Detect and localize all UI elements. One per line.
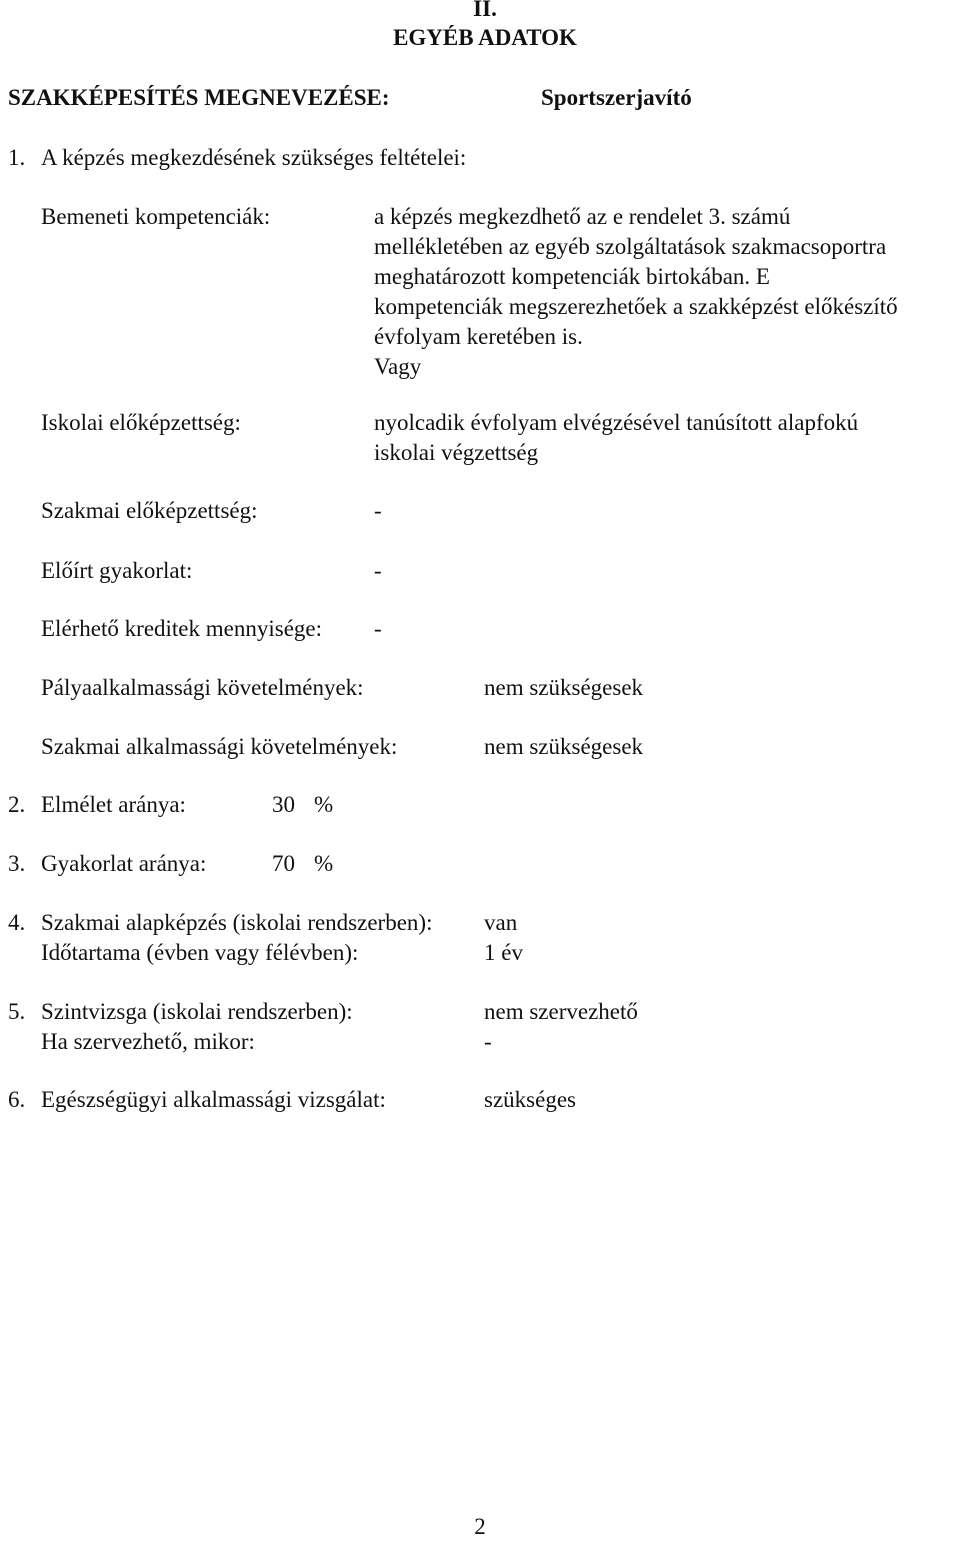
professional-prerequisite-label: Szakmai előképzettség: — [41, 498, 258, 523]
level-exam-label: Szintvizsga (iskolai rendszerben): — [41, 999, 353, 1024]
professional-prerequisite-value: - — [374, 498, 382, 523]
career-aptitude-label: Pályaalkalmassági követelmények: — [41, 675, 364, 700]
page-title: EGYÉB ADATOK — [393, 25, 577, 50]
entry-competencies-line: évfolyam keretében is. — [374, 324, 583, 349]
duration-label: Időtartama (évben vagy félévben): — [41, 940, 359, 965]
section4-number: 4. — [8, 910, 26, 935]
section6-number: 6. — [8, 1087, 26, 1112]
school-prerequisite-label: Iskolai előképzettség: — [41, 410, 241, 435]
entry-competencies-line: kompetenciák megszerezhetőek a szakképzést előkészítő — [374, 294, 898, 319]
section5-number: 5. — [8, 999, 26, 1024]
entry-competencies-line: a képzés megkezdhető az e rendelet 3. számú — [374, 204, 791, 229]
practice-ratio-value: 70 — [272, 851, 295, 876]
section1-number: 1. — [8, 145, 26, 170]
duration-value: 1 év — [484, 940, 523, 965]
level-exam-when-label: Ha szervezhető, mikor: — [41, 1029, 255, 1054]
theory-ratio-label: Elmélet aránya: — [41, 792, 186, 817]
entry-competencies-text — [374, 202, 898, 382]
basic-training-label: Szakmai alapképzés (iskolai rendszerben): — [41, 910, 433, 935]
theory-ratio-unit: % — [314, 792, 334, 817]
school-prerequisite-line: iskolai végzettség — [374, 440, 539, 465]
practice-ratio-label: Gyakorlat aránya: — [41, 851, 207, 876]
theory-ratio-value: 30 — [272, 792, 295, 817]
professional-aptitude-value: nem szükségesek — [484, 734, 644, 759]
career-aptitude-value: nem szükségesek — [484, 675, 644, 700]
required-practice-label: Előírt gyakorlat: — [41, 558, 193, 583]
section-roman-numeral: II. — [473, 0, 497, 21]
page-number: 2 — [474, 1514, 486, 1539]
entry-competencies-label: Bemeneti kompetenciák: — [41, 204, 271, 229]
health-exam-value: szükséges — [484, 1087, 576, 1112]
school-prerequisite-text — [374, 408, 858, 468]
entry-competencies-line: meghatározott kompetenciák birtokában. E — [374, 264, 770, 289]
level-exam-value: nem szervezhető — [484, 999, 638, 1024]
health-exam-label: Egészségügyi alkalmassági vizsgálat: — [41, 1087, 386, 1112]
credits-value: - — [374, 616, 382, 641]
practice-ratio-unit: % — [314, 851, 334, 876]
basic-training-value: van — [484, 910, 518, 935]
entry-competencies-line: Vagy — [374, 354, 422, 379]
level-exam-when-value: - — [484, 1029, 492, 1054]
credits-label: Elérhető kreditek mennyisége: — [41, 616, 323, 641]
school-prerequisite-line: nyolcadik évfolyam elvégzésével tanúsított alapfokú — [374, 410, 859, 435]
section2-number: 2. — [8, 792, 26, 817]
entry-competencies-line: mellékletében az egyéb szolgáltatások szakmacsoportra — [374, 234, 887, 259]
qualification-value: Sportszerjavító — [541, 85, 692, 110]
qualification-label: SZAKKÉPESÍTÉS MEGNEVEZÉSE: — [8, 85, 390, 110]
required-practice-value: - — [374, 558, 382, 583]
section3-number: 3. — [8, 851, 26, 876]
section1-title: A képzés megkezdésének szükséges feltételei: — [41, 145, 467, 170]
professional-aptitude-label: Szakmai alkalmassági követelmények: — [41, 734, 398, 759]
